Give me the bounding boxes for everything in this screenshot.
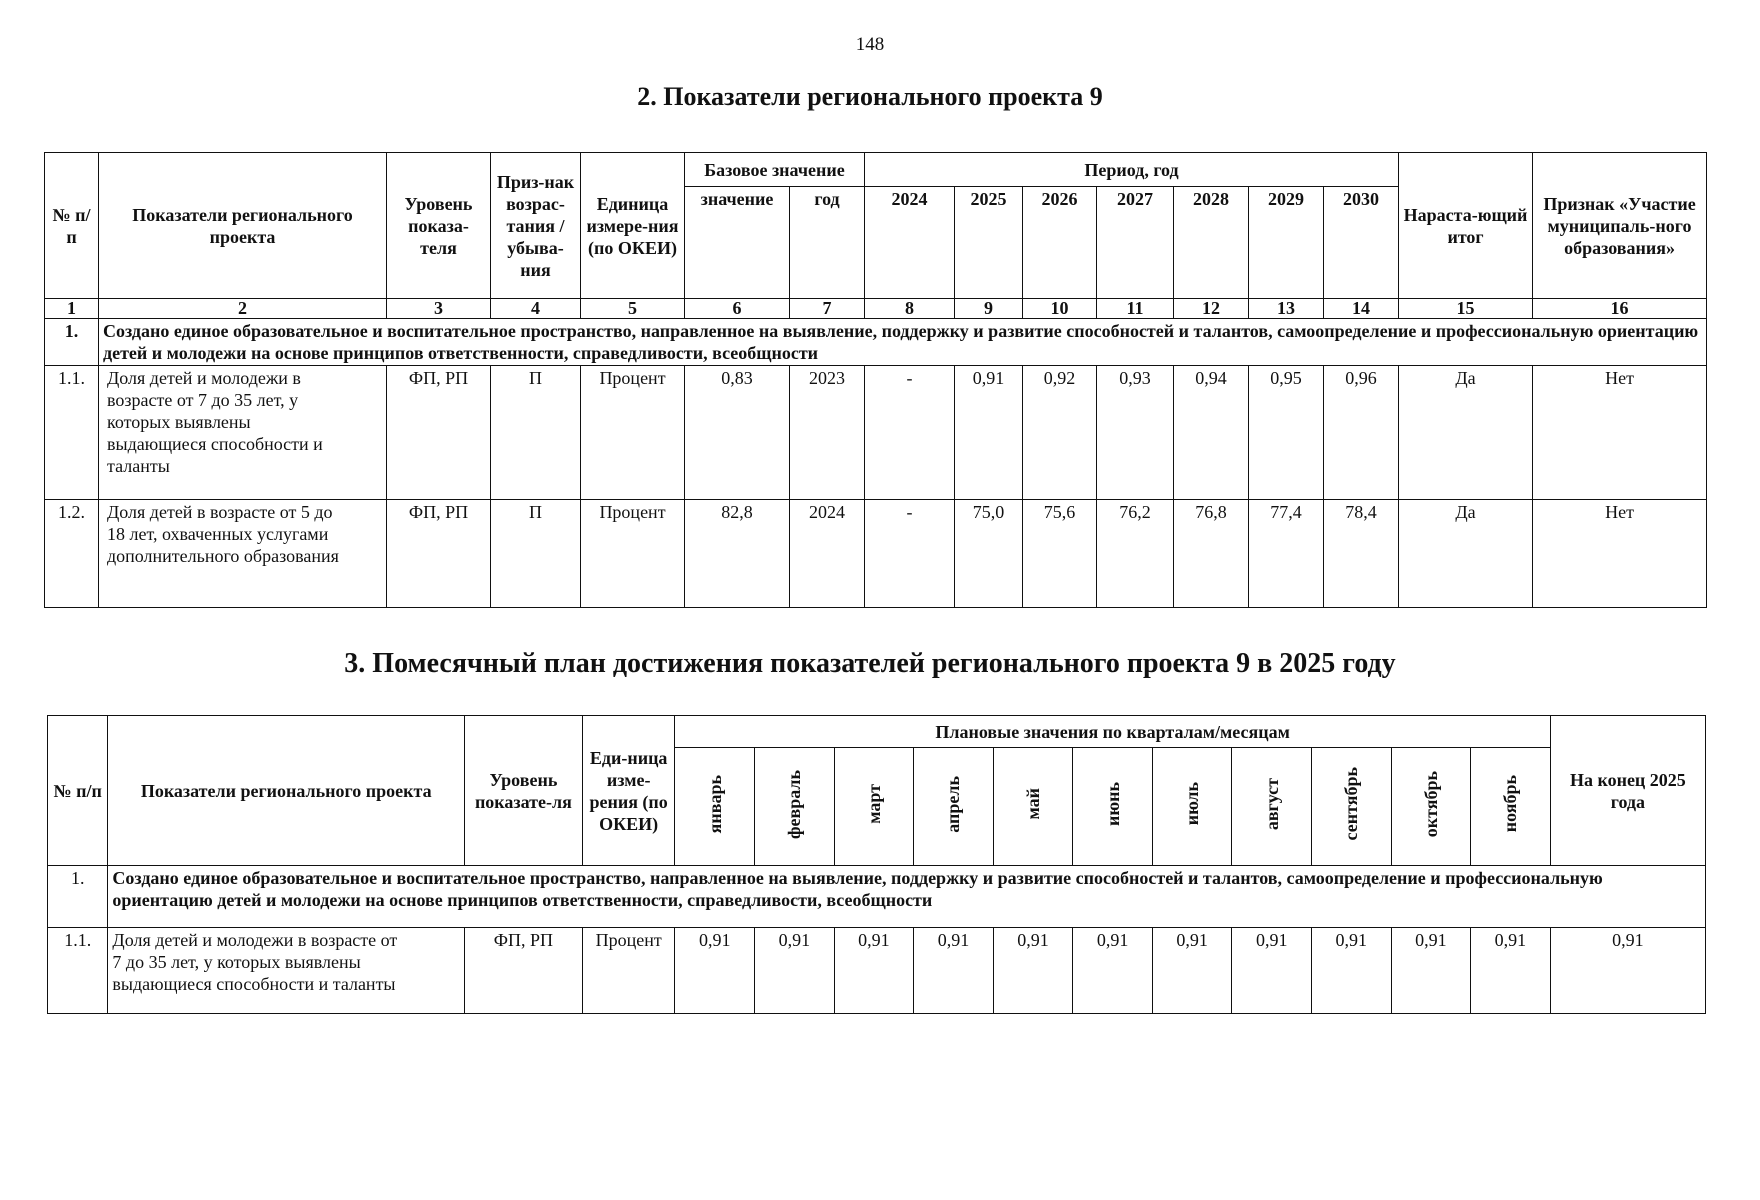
header-unit: Еди-ница изме-рения (по ОКЕИ) — [582, 716, 675, 866]
month-label: октябрь — [1420, 770, 1441, 838]
row-year-value: 0,96 — [1324, 366, 1399, 500]
row-year-value: 78,4 — [1324, 500, 1399, 608]
column-number: 3 — [387, 299, 491, 319]
column-number: 4 — [491, 299, 581, 319]
row-unit: Процент — [582, 928, 675, 1014]
header-month — [993, 748, 1073, 866]
row-num: 1.1. — [48, 928, 108, 1014]
header-month — [1311, 748, 1391, 866]
month-label: июнь — [1102, 781, 1123, 826]
row-year-value: - — [865, 500, 955, 608]
header-level: Уровень показа-теля — [387, 153, 491, 299]
row-indicator-name: Доля детей в возрасте от 5 до 18 лет, охваченных услугами дополнительного образования — [99, 500, 387, 608]
monthly-plan-table — [47, 715, 1706, 1014]
header-base-value: значение — [685, 187, 790, 299]
column-number: 5 — [581, 299, 685, 319]
row-sign: П — [491, 366, 581, 500]
row-num: 1.1. — [45, 366, 99, 500]
indicators-table — [44, 152, 1707, 608]
header-period: Период, год — [865, 153, 1399, 187]
row-sign: П — [491, 500, 581, 608]
header-month — [1232, 748, 1312, 866]
row-year-value: 75,0 — [955, 500, 1023, 608]
header-year: 2024 — [865, 187, 955, 299]
header-indicator: Показатели регионального проекта — [99, 153, 387, 299]
row-base-value: 82,8 — [685, 500, 790, 608]
header-base-year: год — [790, 187, 865, 299]
row-base-year: 2024 — [790, 500, 865, 608]
row-month-value: 0,91 — [1471, 928, 1551, 1014]
column-number: 2 — [99, 299, 387, 319]
column-number: 10 — [1023, 299, 1097, 319]
row-month-value: 0,91 — [755, 928, 835, 1014]
month-label: апрель — [943, 775, 964, 833]
page-number: 148 — [855, 34, 885, 55]
month-label: сентябрь — [1341, 767, 1362, 841]
row-indicator-name: Доля детей и молодежи в возрасте от 7 до 35 лет, у которых выявлены выдающиеся способности и таланты — [108, 928, 465, 1014]
column-number: 9 — [955, 299, 1023, 319]
header-year-end: На конец 2025 года — [1550, 716, 1705, 866]
row-month-value: 0,91 — [1232, 928, 1312, 1014]
row-cumulative: Да — [1399, 500, 1533, 608]
header-cumulative: Нараста-ющий итог — [1399, 153, 1533, 299]
header-month — [755, 748, 835, 866]
month-label: август — [1261, 777, 1282, 831]
section-row-text: Создано единое образовательное и воспитательное пространство, направленное на выявление, поддержку и развитие способностей и талантов, самоопределение и профессиональную ориентацию детей и молодежи на основе принципов ответственности, справедливости, всеобщности — [99, 319, 1707, 366]
row-unit: Процент — [581, 500, 685, 608]
header-planned: Плановые значения по кварталам/месяцам — [675, 716, 1550, 748]
month-label: февраль — [784, 769, 805, 839]
column-number: 13 — [1249, 299, 1324, 319]
header-num: № п/п — [45, 153, 99, 299]
row-level: ФП, РП — [464, 928, 582, 1014]
row-cumulative: Да — [1399, 366, 1533, 500]
header-unit: Единица измере-ния (по ОКЕИ) — [581, 153, 685, 299]
row-month-value: 0,91 — [1391, 928, 1471, 1014]
row-year-value: 75,6 — [1023, 500, 1097, 608]
header-sign: Приз-нак возрас-тания / убыва-ния — [491, 153, 581, 299]
header-year: 2030 — [1324, 187, 1399, 299]
row-year-value: 77,4 — [1249, 500, 1324, 608]
row-year-value: 0,93 — [1097, 366, 1174, 500]
row-month-value: 0,91 — [993, 928, 1073, 1014]
row-indicator-name: Доля детей и молодежи в возрасте от 7 до 35 лет, у которых выявлены выдающиеся способности и таланты — [99, 366, 387, 500]
row-month-value: 0,91 — [1311, 928, 1391, 1014]
header-indicator: Показатели регионального проекта — [108, 716, 465, 866]
month-label: январь — [704, 774, 725, 834]
table-row — [45, 366, 1707, 500]
column-number: 12 — [1174, 299, 1249, 319]
column-number: 14 — [1324, 299, 1399, 319]
column-number: 15 — [1399, 299, 1533, 319]
table-row — [48, 928, 1706, 1014]
header-year: 2029 — [1249, 187, 1324, 299]
month-label: март — [863, 784, 884, 824]
month-label: ноябрь — [1500, 775, 1521, 833]
row-municipal: Нет — [1533, 366, 1707, 500]
header-level: Уровень показате-ля — [464, 716, 582, 866]
header-year: 2028 — [1174, 187, 1249, 299]
row-base-value: 0,83 — [685, 366, 790, 500]
row-year-value: 0,92 — [1023, 366, 1097, 500]
row-year-end-value: 0,91 — [1550, 928, 1705, 1014]
column-number: 7 — [790, 299, 865, 319]
section-row-num: 1. — [48, 866, 108, 928]
column-number: 1 — [45, 299, 99, 319]
row-year-value: 76,2 — [1097, 500, 1174, 608]
header-municipal: Признак «Участие муниципаль-ного образования» — [1533, 153, 1707, 299]
column-number: 6 — [685, 299, 790, 319]
row-year-value: 76,8 — [1174, 500, 1249, 608]
column-number: 8 — [865, 299, 955, 319]
header-month — [1471, 748, 1551, 866]
header-year: 2027 — [1097, 187, 1174, 299]
row-month-value: 0,91 — [1152, 928, 1232, 1014]
month-label: май — [1023, 788, 1043, 820]
header-base: Базовое значение — [685, 153, 865, 187]
header-year: 2026 — [1023, 187, 1097, 299]
section-2-title: 2. Показатели регионального проекта 9 — [637, 82, 1103, 111]
row-num: 1.2. — [45, 500, 99, 608]
header-month — [675, 748, 755, 866]
column-number: 11 — [1097, 299, 1174, 319]
row-year-value: 0,95 — [1249, 366, 1324, 500]
row-year-value: 0,91 — [955, 366, 1023, 500]
header-month — [1152, 748, 1232, 866]
section-row-text: Создано единое образовательное и воспитательное пространство, направленное на выявление, поддержку и развитие способностей и талантов, самоопределение и профессиональную ориентацию детей и молодежи на основе принципов ответственности, справедливости, всеобщности — [108, 866, 1706, 928]
row-base-year: 2023 — [790, 366, 865, 500]
row-year-value: - — [865, 366, 955, 500]
header-month — [914, 748, 994, 866]
header-year: 2025 — [955, 187, 1023, 299]
section-3-title: 3. Помесячный план достижения показателей регионального проекта 9 в 2025 году — [344, 648, 1396, 679]
section-row-num: 1. — [45, 319, 99, 366]
row-month-value: 0,91 — [914, 928, 994, 1014]
month-label: июль — [1182, 782, 1203, 826]
table-row — [45, 500, 1707, 608]
row-level: ФП, РП — [387, 366, 491, 500]
header-month — [1073, 748, 1153, 866]
row-month-value: 0,91 — [834, 928, 914, 1014]
row-municipal: Нет — [1533, 500, 1707, 608]
row-year-value: 0,94 — [1174, 366, 1249, 500]
header-num: № п/п — [48, 716, 108, 866]
row-month-value: 0,91 — [1073, 928, 1153, 1014]
header-month — [1391, 748, 1471, 866]
row-level: ФП, РП — [387, 500, 491, 608]
header-month — [834, 748, 914, 866]
column-number: 16 — [1533, 299, 1707, 319]
row-month-value: 0,91 — [675, 928, 755, 1014]
row-unit: Процент — [581, 366, 685, 500]
